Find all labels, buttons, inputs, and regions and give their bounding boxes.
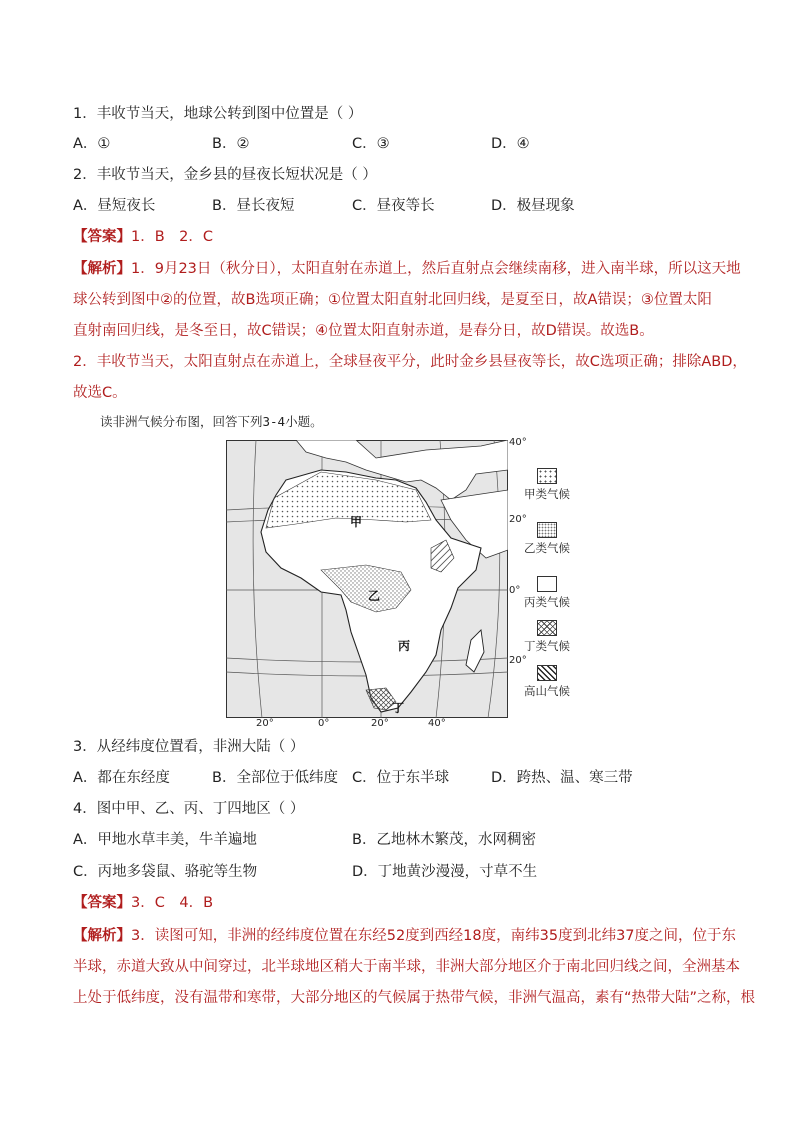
- q2-stem: 2．丰收节当天，金乡县的昼夜长短状况是（ ）: [73, 167, 377, 183]
- analysis-text: 3．读图可知，非洲的经纬度位置在东经52度到西经18度，南纬35度到北纬37度之间，位于东: [131, 928, 737, 944]
- lon-label-40e: 40°: [428, 718, 446, 729]
- lat-label-20s: 20°: [509, 655, 527, 666]
- legend-swatch-cross: [537, 620, 557, 636]
- answer-text: 3．C 4．B: [131, 895, 214, 911]
- legend-swatch-fine-dots: [537, 522, 557, 538]
- legend-item-ding: [512, 620, 582, 654]
- analysis2-line-3: 上处于低纬度，没有温带和寒带，大部分地区的气候属于热带气候，非洲气温高，素有“热带大陆”之称，根: [73, 990, 756, 1006]
- q2-option-b: B．昼长夜短: [212, 198, 295, 214]
- lon-label-20w: 20°: [256, 718, 274, 729]
- q4-option-c: C．丙地多袋鼠、骆驼等生物: [73, 864, 258, 880]
- region-label-bing: 丙: [398, 639, 411, 653]
- answer-text: 1．B 2．C: [131, 229, 214, 245]
- legend-swatch-dots: [537, 468, 557, 484]
- lon-label-20e: 20°: [371, 718, 389, 729]
- q3-option-b: B．全部位于低纬度: [212, 770, 338, 786]
- q2-option-c: C．昼夜等长: [352, 198, 435, 214]
- analysis2-line-2: 半球，赤道大致从中间穿过，北半球地区稍大于南半球，非洲大部分地区介于南北回归线之间，全洲基本: [73, 959, 740, 975]
- legend-swatch-blank: [537, 576, 557, 592]
- legend-label: 高山气候: [524, 684, 570, 698]
- legend-label: 丁类气候: [524, 639, 570, 653]
- analysis-tag: 【解析】: [73, 261, 131, 277]
- q1-option-d: D．④: [491, 136, 530, 152]
- region-label-jia: 甲: [350, 515, 363, 529]
- analysis-line-2: 球公转到图中②的位置，故B选项正确；①位置太阳直射北回归线，是夏至日，故A错误；③位置太阳: [73, 292, 712, 308]
- analysis2-line-1: [73, 926, 736, 946]
- q3-option-a: A．都在东经度: [73, 770, 170, 786]
- q4-option-d: D．丁地黄沙漫漫，寸草不生: [352, 864, 538, 880]
- legend-label: 甲类气候: [524, 487, 570, 501]
- lat-label-0: 0°: [509, 585, 521, 596]
- analysis-text: 1．9月23日（秋分日），太阳直射在赤道上，然后直射点会继续南移，进入南半球，所以这天地: [131, 261, 741, 277]
- q1-option-c: C．③: [352, 136, 390, 152]
- answer-block-1: [73, 227, 213, 247]
- analysis-line-4: 2．丰收节当天，太阳直射点在赤道上，全球昼夜平分，此时金乡县昼夜等长，故C选项正确；排除ABD，: [73, 354, 747, 370]
- q4-option-b: B．乙地林木繁茂，水网稠密: [352, 832, 536, 848]
- analysis-line-3: 直射南回归线，是冬至日，故C错误；④位置太阳直射赤道，是春分日，故D错误。故选B。: [73, 323, 654, 339]
- analysis-line-1: [73, 259, 741, 279]
- lat-label-40n: 40°: [509, 437, 527, 448]
- q3-option-c: C．位于东半球: [352, 770, 450, 786]
- legend-item-bing: [512, 576, 582, 610]
- legend-item-jia: [512, 468, 582, 502]
- answer-tag: 【答案】: [73, 895, 131, 911]
- q1-option-b: B．②: [212, 136, 250, 152]
- region-label-ding: 丁: [392, 701, 405, 715]
- analysis-line-5: 故选C。: [73, 385, 127, 401]
- answer-block-2: [73, 893, 213, 913]
- q3-option-d: D．跨热、温、寒三带: [491, 770, 633, 786]
- analysis-tag: 【解析】: [73, 928, 131, 944]
- map-caption: 读非洲气候分布图，回答下列3-4小题。: [100, 414, 323, 429]
- q3-stem: 3．从经纬度位置看，非洲大陆（ ）: [73, 739, 305, 755]
- q2-option-a: A．昼短夜长: [73, 198, 156, 214]
- q4-stem: 4．图中甲、乙、丙、丁四地区（ ）: [73, 801, 305, 817]
- lat-label-20n: 20°: [509, 514, 527, 525]
- legend-label: 丙类气候: [524, 595, 570, 609]
- africa-climate-map: [226, 440, 508, 718]
- q1-stem: 1．丰收节当天，地球公转到图中位置是（ ）: [73, 106, 363, 122]
- legend-swatch-hatch: [537, 665, 557, 681]
- q1-option-a: A．①: [73, 136, 111, 152]
- q4-option-a: A．甲地水草丰美，牛羊遍地: [73, 832, 257, 848]
- legend-item-yi: [512, 522, 582, 556]
- legend-item-highland: [512, 665, 582, 699]
- answer-tag: 【答案】: [73, 229, 131, 245]
- legend-label: 乙类气候: [524, 541, 570, 555]
- region-label-yi: 乙: [368, 589, 381, 603]
- lon-label-0: 0°: [318, 718, 330, 729]
- q2-option-d: D．极昼现象: [491, 198, 575, 214]
